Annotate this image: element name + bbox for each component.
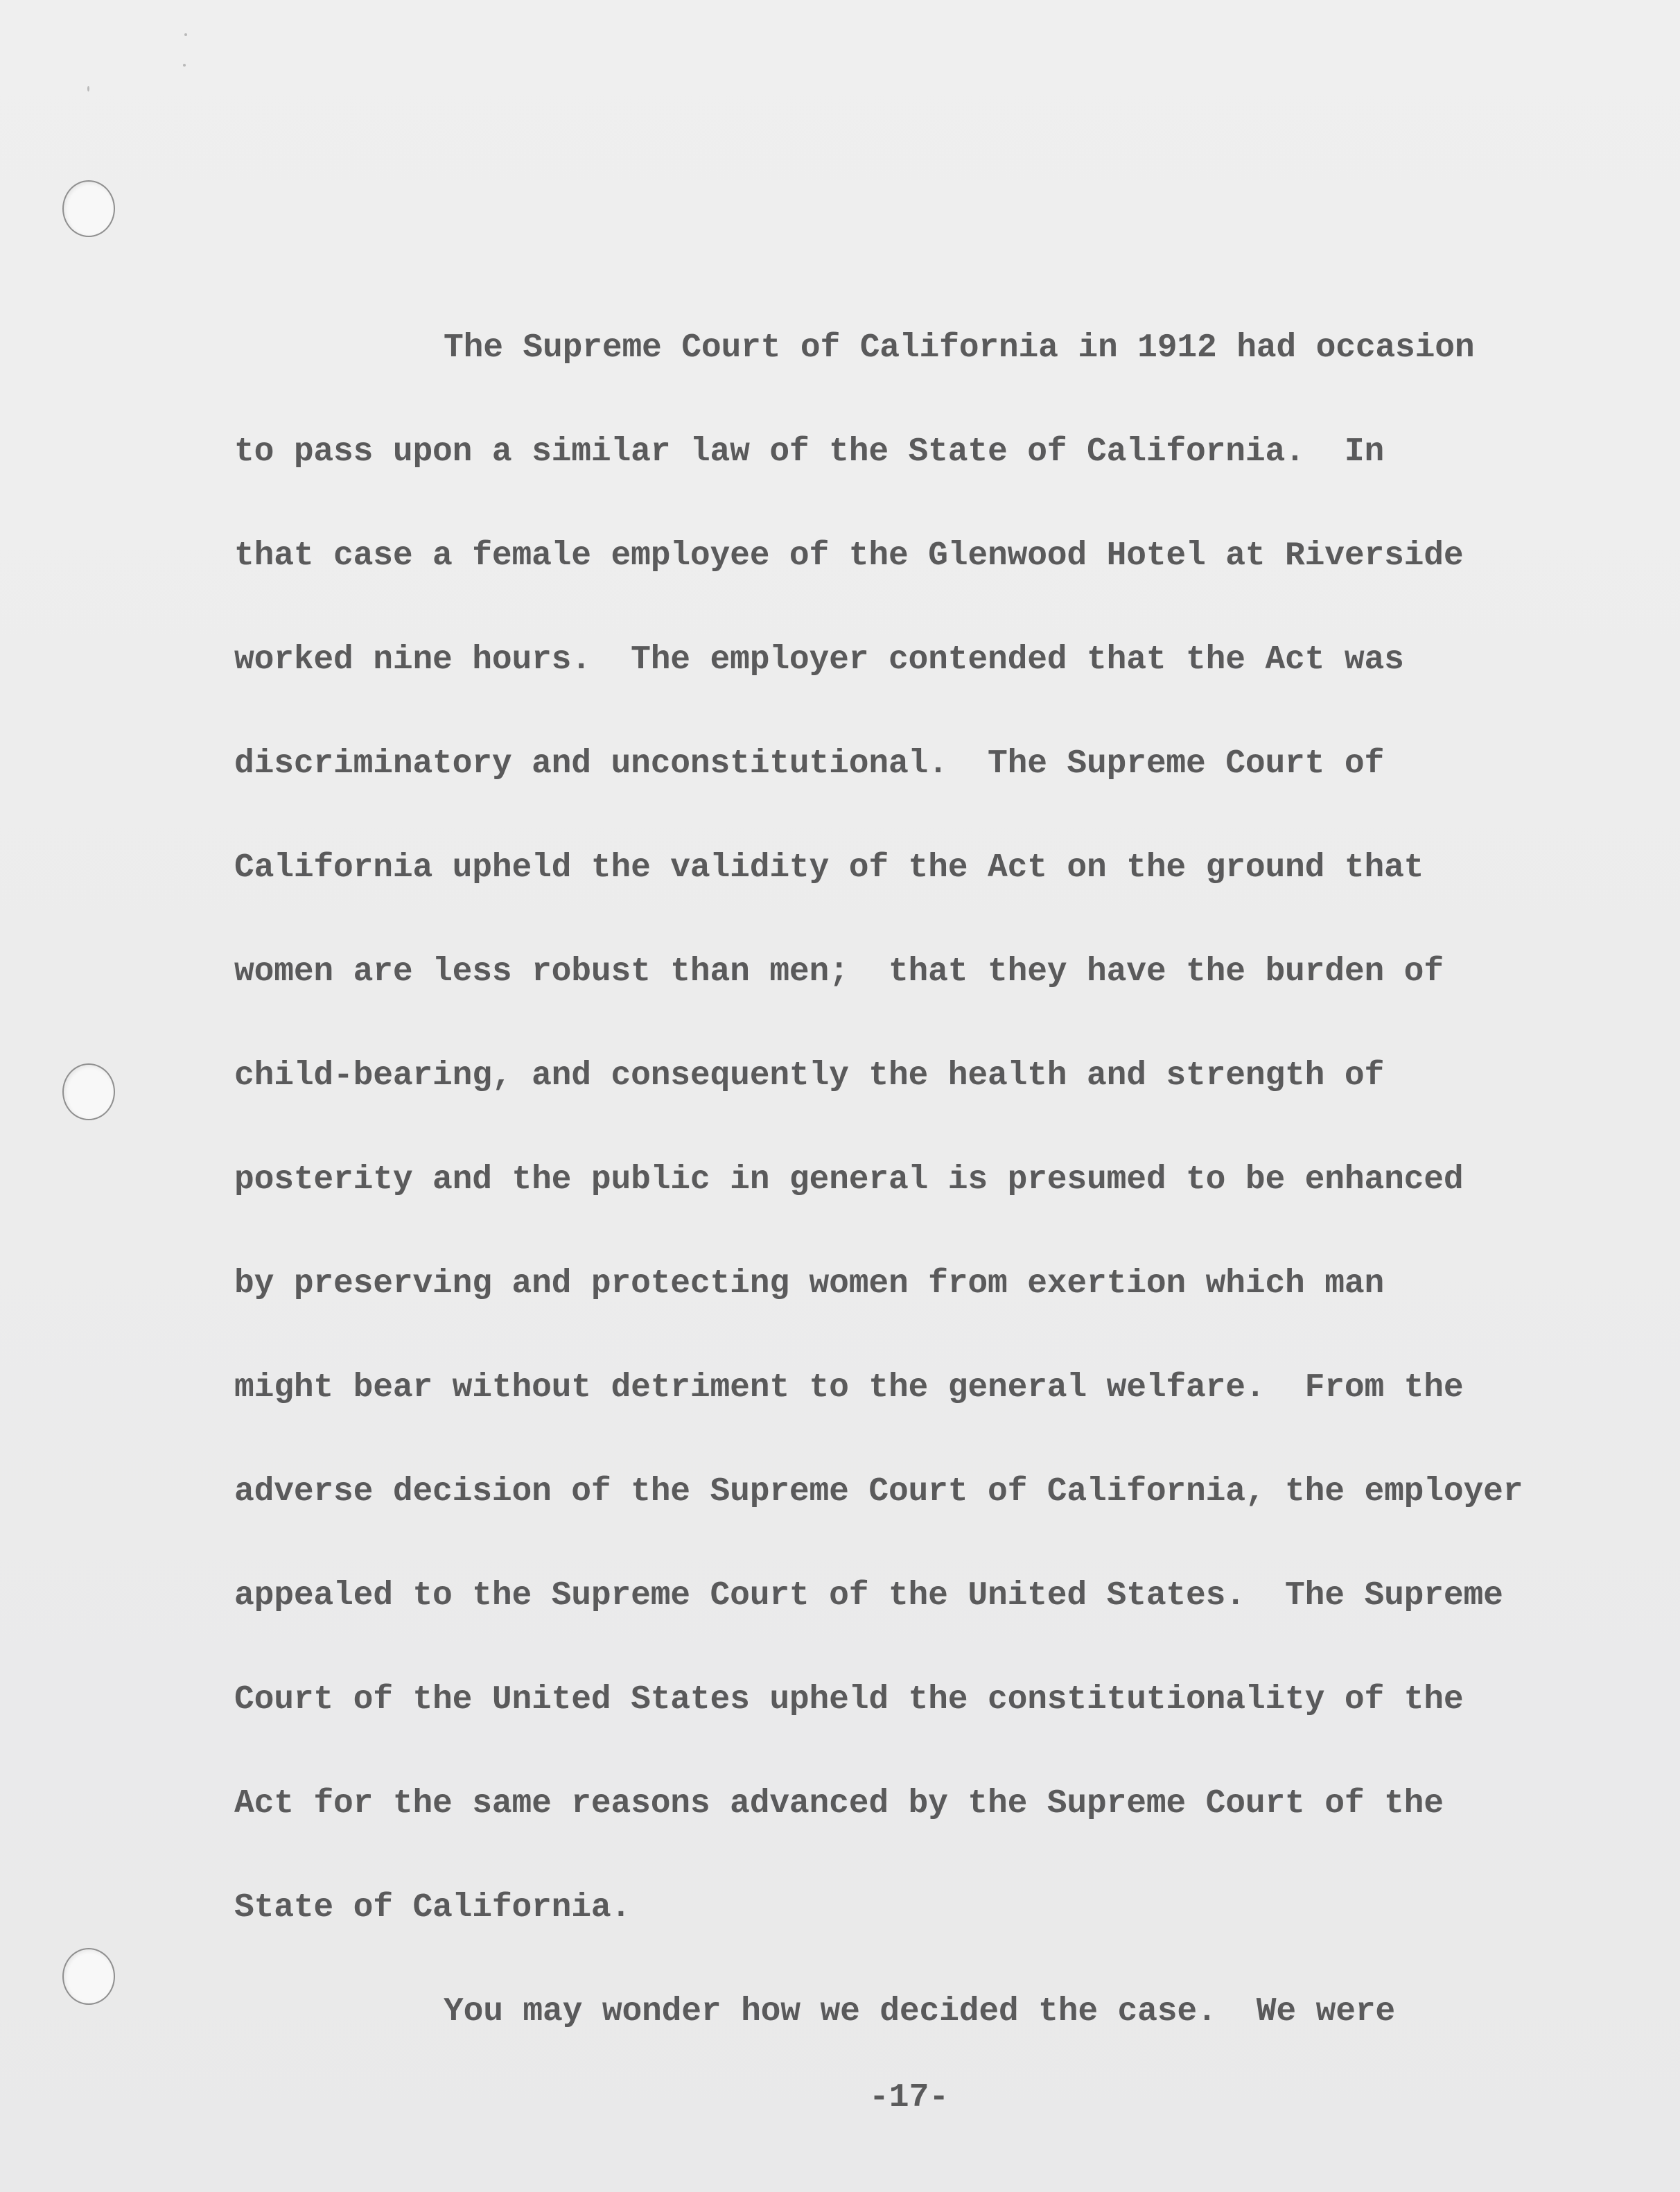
paragraph-line: by preserving and protecting women from exertion which man <box>234 1265 1385 1303</box>
paragraph-line: worked nine hours. The employer contended that the Act was <box>234 641 1404 679</box>
paragraph-line: posterity and the public in general is presumed to be enhanced <box>234 1161 1464 1199</box>
paragraph-line: You may wonder how we decided the case. We were <box>444 1993 1396 2030</box>
paper-speck <box>87 86 89 92</box>
page-number: -17- <box>869 2079 950 2116</box>
paragraph-line: appealed to the Supreme Court of the United States. The Supreme <box>234 1577 1503 1615</box>
punch-hole <box>62 1948 115 2005</box>
paragraph-line: Court of the United States upheld the constitutionality of the <box>234 1681 1464 1719</box>
punch-hole <box>62 1063 115 1120</box>
paragraph-line: to pass upon a similar law of the State of California. In <box>234 433 1385 471</box>
paragraph-line: might bear without detriment to the general welfare. From the <box>234 1369 1464 1407</box>
paragraph-line: discriminatory and unconstitutional. The Supreme Court of <box>234 745 1385 783</box>
paragraph-line: women are less robust than men; that they have the burden of <box>234 953 1444 991</box>
paragraph-line: California upheld the validity of the Act on the ground that <box>234 849 1424 887</box>
paragraph-line: that case a female employee of the Glenwood Hotel at Riverside <box>234 537 1464 575</box>
punch-hole <box>62 180 115 237</box>
paragraph-line: Act for the same reasons advanced by the Supreme Court of the <box>234 1785 1444 1823</box>
paragraph-line: adverse decision of the Supreme Court of California, the employer <box>234 1473 1523 1511</box>
paragraph-line: State of California. <box>234 1889 631 1926</box>
paragraph-line: The Supreme Court of California in 1912 had occasion <box>444 329 1475 367</box>
paper-speck <box>183 64 186 67</box>
paper-speck <box>184 33 187 36</box>
paragraph-line: child-bearing, and consequently the health and strength of <box>234 1057 1385 1095</box>
